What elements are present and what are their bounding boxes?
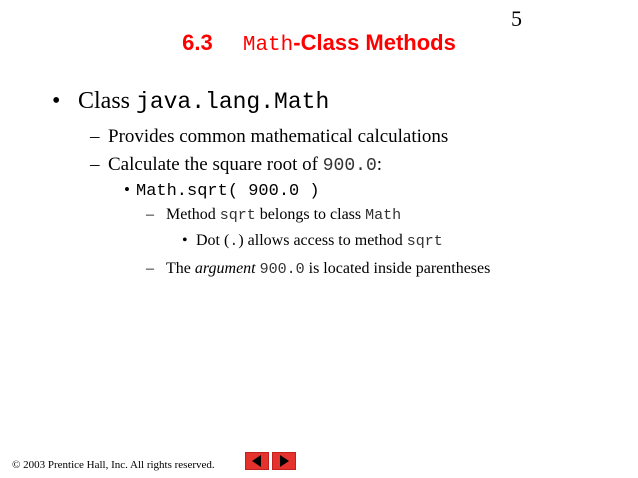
code-bullet [124,180,320,201]
method-middle: belongs to class [255,206,366,223]
previous-slide-button[interactable] [245,452,269,470]
slide-title [0,30,638,57]
subbullet-provides [90,126,448,148]
bullet-dot-icon: • [182,232,188,249]
copyright-icon: © [12,459,21,471]
dot-code-sqrt: sqrt [406,233,443,250]
bullet-dot-icon: • [52,88,61,114]
subbullet-calculate [90,154,382,176]
method-code-math: Math [365,207,402,224]
subbullet-method [146,206,401,224]
provides-text: Provides common mathematical calculations [108,126,449,147]
bullet-class [52,88,329,115]
bullet-dot-icon: • [124,180,130,199]
next-slide-button[interactable] [272,452,296,470]
dash-icon: – [146,206,154,223]
dash-icon: – [146,260,154,277]
arg-prefix: The [166,260,195,277]
page-number: 5 [511,6,522,31]
copyright-text: 2003 Prentice Hall, Inc. All rights reserved. [20,459,215,471]
class-code: java.lang.Math [136,89,330,115]
dash-icon: – [90,154,100,175]
subbullet-argument [146,260,490,278]
title-code: Math [242,34,294,57]
dot-code: . [229,233,239,250]
dot-prefix: Dot ( [196,232,230,249]
sqrt-code: Math.sqrt( 900.0 ) [136,182,320,201]
calc-prefix: Calculate the square root of [108,154,323,175]
calc-code: 900.0 [322,156,377,176]
arg-suffix: is located inside parentheses [304,260,491,277]
arrow-right-icon [273,453,295,469]
calc-suffix: : [376,154,383,175]
title-text: -Class Methods [293,30,456,55]
method-prefix: Method [166,206,220,223]
arg-code: 900.0 [259,261,305,278]
subbullet-dot [182,232,443,250]
copyright-footer [12,459,215,471]
arg-italic: argument [194,260,256,277]
section-number: 6.3 [182,30,213,55]
arrow-left-icon [246,453,268,469]
dash-icon: – [90,126,100,147]
dot-middle: ) allows access to method [238,232,407,249]
class-prefix: Class [78,88,137,114]
method-code-sqrt: sqrt [219,207,256,224]
